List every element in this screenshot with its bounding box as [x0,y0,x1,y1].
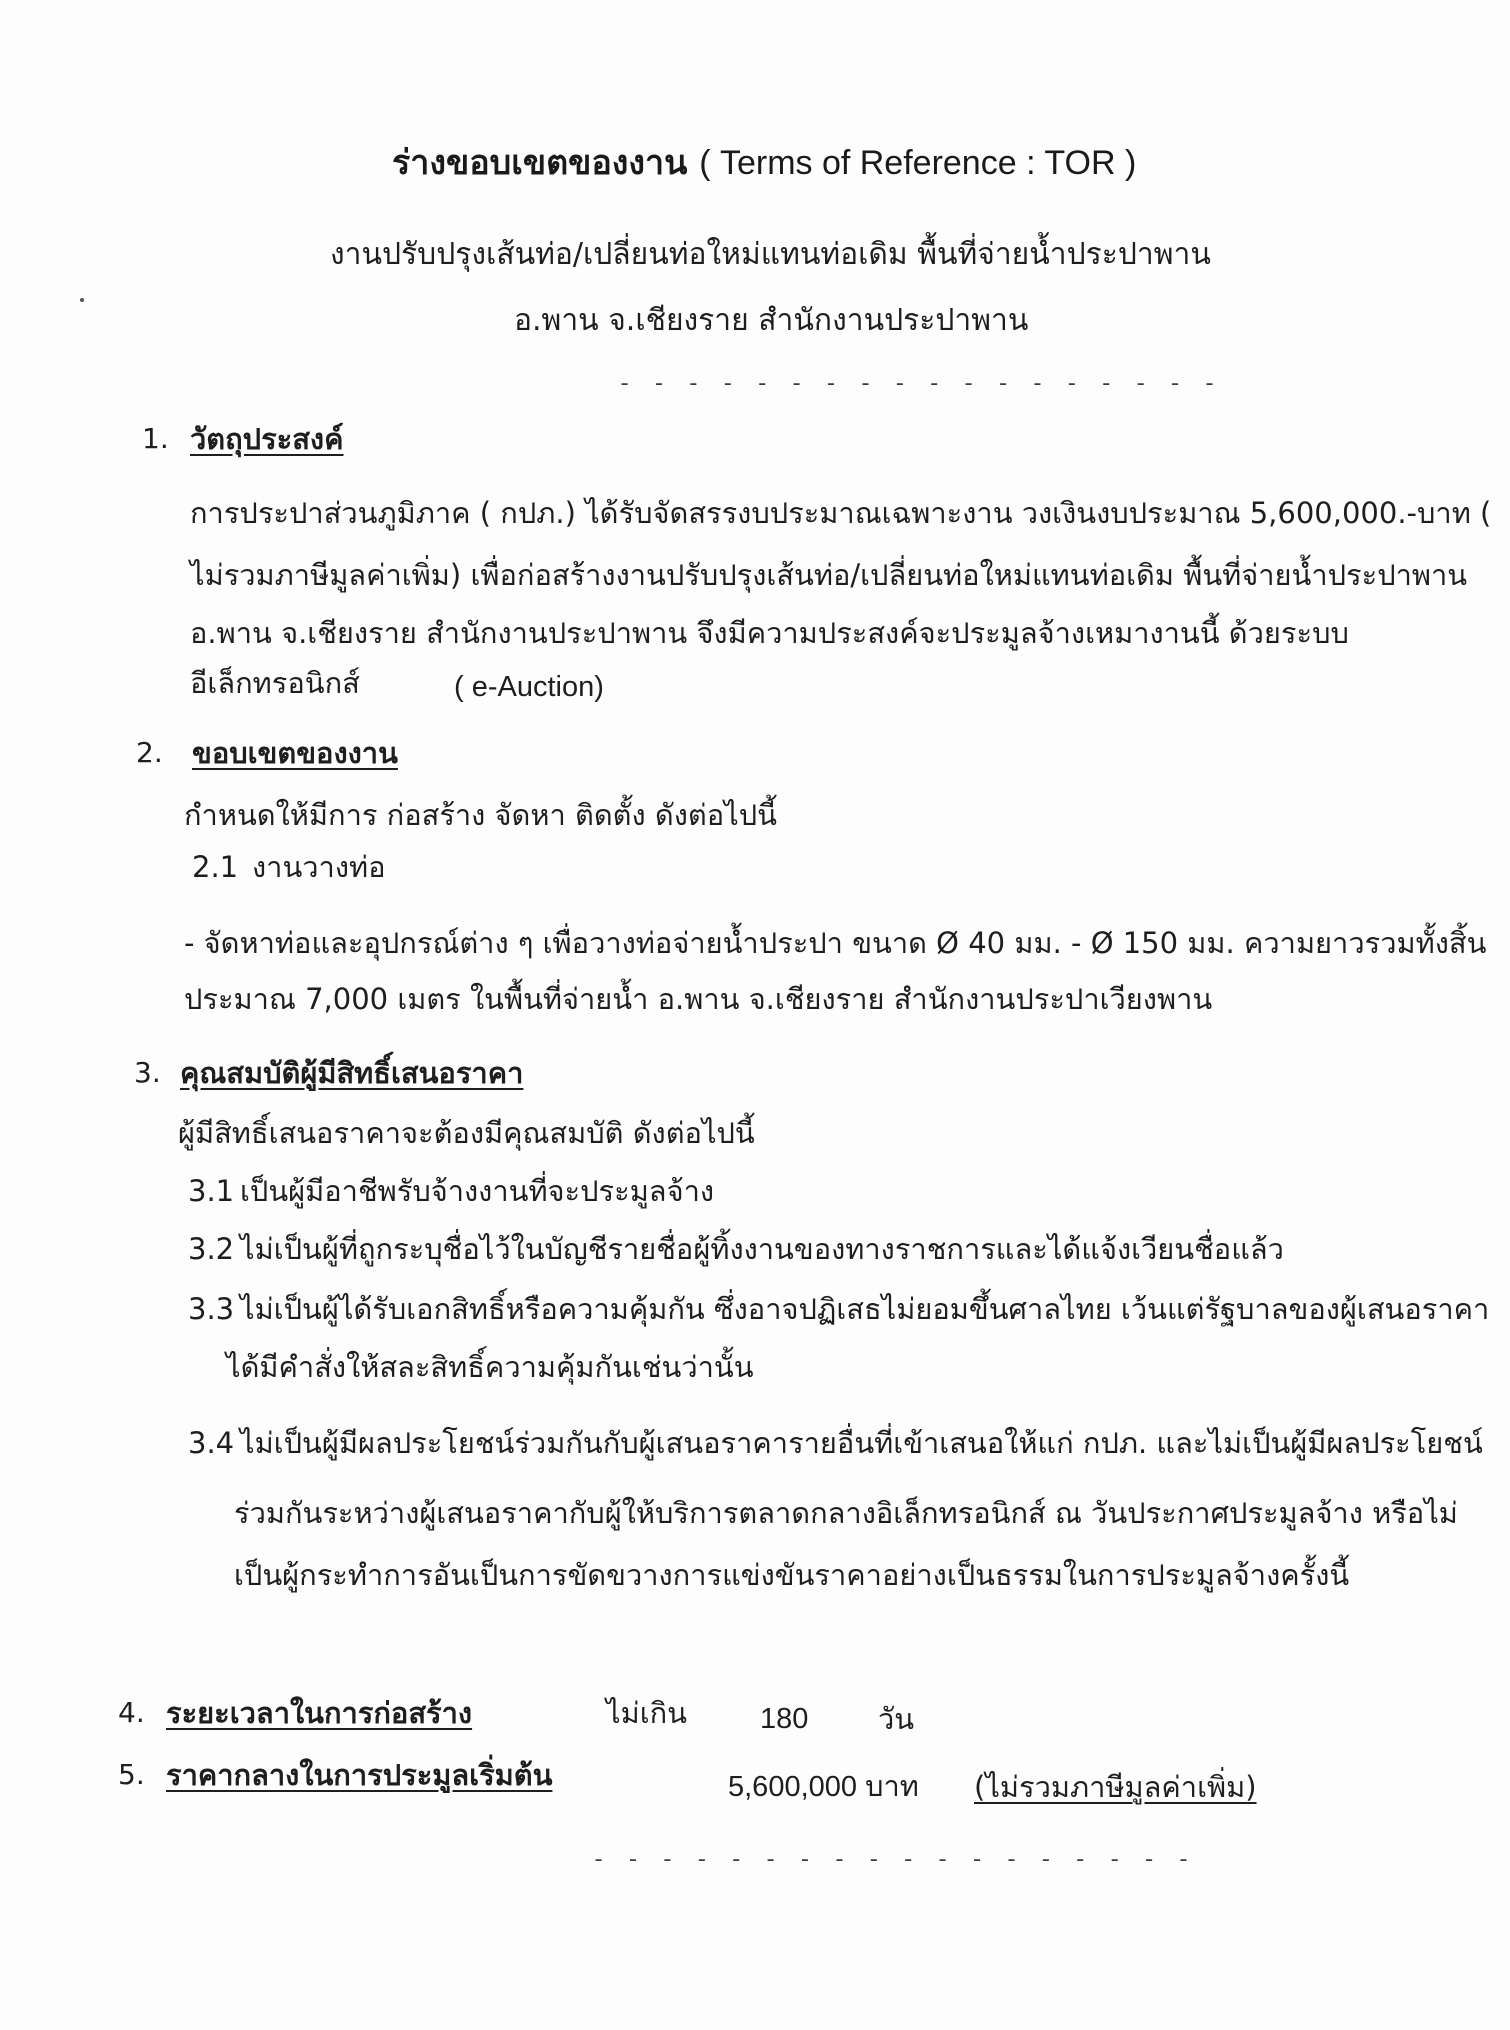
section1-number: 1. [142,422,169,455]
scan-speck [80,298,84,302]
section3-item-3-2-number: 3.2 [188,1232,235,1266]
section3-item-3-3-number: 3.3 [188,1292,235,1326]
section1-line-2: ไม่รวมภาษีมูลค่าเพิ่ม) เพื่อก่อสร้างงานปรับปรุงเส้นท่อ/เปลี่ยนท่อใหม่แทนท่อเดิม พื้นที่จ่ายน้ำประปาพาน [190,558,1468,592]
section3-item-3-4-line-1: ไม่เป็นผู้มีผลประโยชน์ร่วมกันกับผู้เสนอราคารายอื่นที่เข้าเสนอให้แก่ กปภ. และไม่เป็นผู้มีผลประโยชน์ [240,1426,1483,1460]
section4-number: 4. [118,1696,145,1729]
section1-heading: วัตถุประสงค์ [190,422,344,456]
subtitle-line-1: งานปรับปรุงเส้นท่อ/เปลี่ยนท่อใหม่แทนท่อเดิม พื้นที่จ่ายน้ำประปาพาน [330,237,1211,272]
section3-item-3-4-number: 3.4 [188,1426,235,1460]
section3-item-3-3-line-1: ไม่เป็นผู้ได้รับเอกสิทธิ์หรือความคุ้มกัน ซึ่งอาจปฏิเสธไม่ยอมขึ้นศาลไทย เว้นแต่รัฐบาลของผู้เสนอราคา [240,1292,1490,1326]
title-divider: - - - - - - - - - - - - - - - - - - [618,372,1221,397]
section3-heading: คุณสมบัติผู้มีสิทธิ์เสนอราคา [180,1056,524,1090]
section3-item-3-2-text: ไม่เป็นผู้ที่ถูกระบุชื่อไว้ในบัญชีรายชื่อผู้ทิ้งงานของทางราชการและได้แจ้งเวียนชื่อแล้ว [240,1232,1284,1266]
section2-sub-number: 2.1 [192,850,239,884]
title-english: ( Terms of Reference : TOR ) [699,144,1137,182]
section2-number: 2. [136,736,163,769]
document-title [392,144,1136,182]
footer-divider: - - - - - - - - - - - - - - - - - - [592,1848,1195,1873]
section3-intro: ผู้มีสิทธิ์เสนอราคาจะต้องมีคุณสมบัติ ดังต่อไปนี้ [178,1116,755,1150]
section5-number: 5. [118,1758,145,1791]
section1-method: ( e-Auction) [454,671,604,703]
section2-detail-line-2: ประมาณ 7,000 เมตร ในพื้นที่จ่ายน้ำ อ.พาน จ.เชียงราย สำนักงานประปาเวียงพาน [184,982,1213,1016]
section5-heading: ราคากลางในการประมูลเริ่มต้น [166,1758,553,1792]
section1-line-4: อีเล็กทรอนิกส์ [190,666,360,700]
section3-number: 3. [134,1056,161,1089]
section2-heading: ขอบเขตของงาน [192,736,398,770]
section3-item-3-1-text: เป็นผู้มีอาชีพรับจ้างงานที่จะประมูลจ้าง [240,1174,715,1208]
section3-item-3-1-number: 3.1 [188,1174,235,1208]
section4-unit: วัน [878,1702,915,1736]
title-thai: ร่างขอบเขตของงาน [392,143,688,183]
section3-item-3-3-line-2: ได้มีคำสั่งให้สละสิทธิ์ความคุ้มกันเช่นว่านั้น [226,1350,754,1384]
section5-note: (ไม่รวมภาษีมูลค่าเพิ่ม) [974,1770,1257,1804]
section1-line-1: การประปาส่วนภูมิภาค ( กปภ.) ได้รับจัดสรรงบประมาณเฉพาะงาน วงเงินงบประมาณ 5,600,000.-บาท ( [190,496,1492,530]
section4-qualifier: ไม่เกิน [606,1696,687,1730]
subtitle-line-2: อ.พาน จ.เชียงราย สำนักงานประปาพาน [514,303,1029,338]
section1-line-3: อ.พาน จ.เชียงราย สำนักงานประปาพาน จึงมีความประสงค์จะประมูลจ้างเหมางานนี้ ด้วยระบบ [190,616,1349,650]
section3-item-3-4-line-3: เป็นผู้กระทำการอันเป็นการขัดขวางการแข่งขันราคาอย่างเป็นธรรมในการประมูลจ้างครั้งนี้ [234,1558,1350,1592]
section3-item-3-4-line-2: ร่วมกันระหว่างผู้เสนอราคากับผู้ให้บริการตลาดกลางอิเล็กทรอนิกส์ ณ วันประกาศประมูลจ้าง หรือไม่ [234,1496,1458,1530]
section4-heading: ระยะเวลาในการก่อสร้าง [166,1696,473,1730]
section2-detail-line-1: - จัดหาท่อและอุปกรณ์ต่าง ๆ เพื่อวางท่อจ่ายน้ำประปา ขนาด Ø 40 มม. - Ø 150 มม. ความยาวรวมทั้งสิ้น [184,926,1487,960]
section4-value: 180 [760,1703,809,1735]
section2-intro: กำหนดให้มีการ ก่อสร้าง จัดหา ติดตั้ง ดังต่อไปนี้ [184,798,777,832]
section2-sub-title: งานวางท่อ [252,850,386,884]
section5-value: 5,600,000 บาท [728,1771,919,1803]
